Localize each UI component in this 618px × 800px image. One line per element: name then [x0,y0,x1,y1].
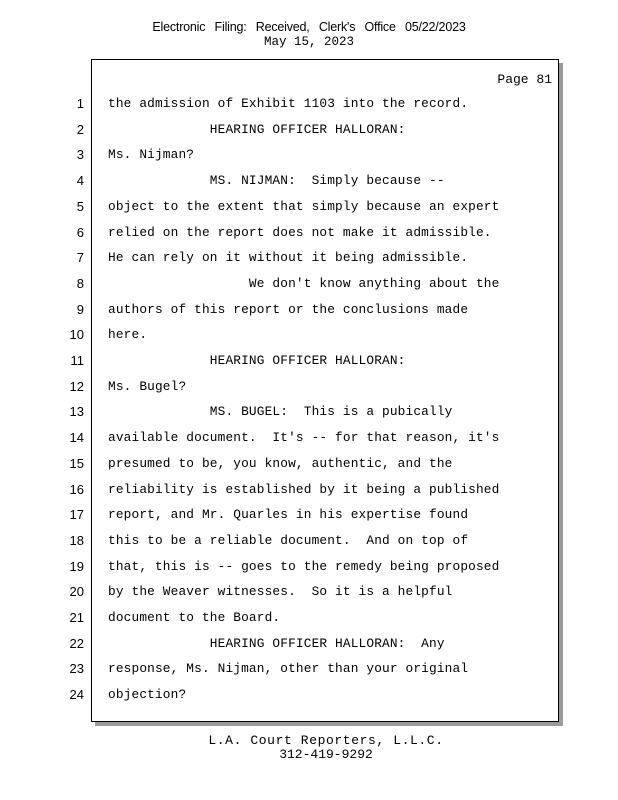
transcript-line [0,225,618,245]
transcript-line [0,687,618,707]
transcript-line [0,96,618,116]
line-text: document to the Board. [108,610,281,625]
transcript-line [0,327,618,347]
transcript-line [0,379,618,399]
transcript-line [0,456,618,476]
line-text: object to the extent that simply because an expert [108,198,500,214]
transcript-line [0,610,618,630]
transcript-line [0,122,618,142]
line-number: 9 [76,301,84,317]
transcript-line [0,482,618,502]
line-text: HEARING OFFICER HALLORAN: Any [108,635,445,651]
transcript-line [0,250,618,270]
line-number: 4 [76,173,84,189]
line-number: 21 [69,610,84,625]
line-text: relied on the report does not make it admissible. [108,224,492,240]
line-number: 10 [69,327,84,343]
line-number: 14 [69,430,84,446]
line-text: presumed to be, you know, authentic, and the [108,455,453,471]
line-text: authors of this report or the conclusions made [108,301,469,317]
transcript-line [0,404,618,424]
line-text: reliability is established by it being a published [108,481,500,497]
line-number: 1 [76,96,84,111]
line-text: MS. BUGEL: This is a pubically [108,404,453,420]
line-text: HEARING OFFICER HALLORAN: [108,121,406,137]
line-text: that, this is -- goes to the remedy being proposed [108,558,500,574]
line-number: 11 [70,353,84,368]
transcript-line [0,430,618,450]
transcript-line [0,559,618,579]
line-number: 3 [76,147,84,163]
line-number: 5 [76,198,84,214]
line-text: We don't know anything about the [108,275,500,291]
line-text: here. [108,327,148,343]
line-number: 2 [76,121,84,137]
transcript-line [0,147,618,167]
line-text: HEARING OFFICER HALLORAN: [108,353,406,368]
transcript-line [0,173,618,193]
line-number: 23 [69,661,84,677]
line-text: MS. NIJMAN: Simply because -- [108,173,445,189]
line-number: 18 [69,532,84,548]
line-text: available document. It's -- for that reason, it's [108,430,500,446]
line-text: response, Ms. Nijman, other than your original [108,661,469,677]
line-number: 6 [76,224,84,240]
court-reporter-name: L.A. Court Reporters, L.L.C. [208,733,444,748]
line-text: Ms. Nijman? [108,147,195,163]
line-number: 19 [69,558,84,574]
line-text: report, and Mr. Quarles in his expertise found [108,507,469,523]
transcript-line [0,199,618,219]
line-number: 7 [76,250,84,266]
transcript-date: May 15, 2023 [263,35,354,49]
line-text: objection? [108,687,187,703]
transcript-line [0,533,618,553]
page-number: Page 81 [497,72,552,87]
line-text: He can rely on it without it being admissible. [108,250,469,266]
line-number: 16 [69,481,84,497]
line-number: 24 [69,687,84,703]
transcript-line [0,302,618,322]
line-text: by the Weaver witnesses. So it is a helpful [108,584,453,600]
line-number: 17 [69,507,84,523]
line-number: 12 [69,378,84,394]
line-text: the admission of Exhibit 1103 into the record. [108,96,469,111]
line-number: 22 [69,635,84,651]
transcript-line [0,636,618,656]
transcript-line [0,353,618,373]
line-number: 15 [69,455,84,471]
transcript-line [0,507,618,527]
transcript-line [0,276,618,296]
line-text: this to be a reliable document. And on top of [108,532,469,548]
line-number: 13 [69,404,84,420]
line-text: Ms. Bugel? [108,378,187,394]
court-reporter-phone: 312-419-9292 [279,747,373,762]
line-number: 20 [69,584,84,600]
transcript-line [0,584,618,604]
transcript-line [0,661,618,681]
filing-stamp: Electronic Filing: Received, Clerk's Office 05/22/2023 [152,20,466,34]
line-number: 8 [76,275,84,291]
